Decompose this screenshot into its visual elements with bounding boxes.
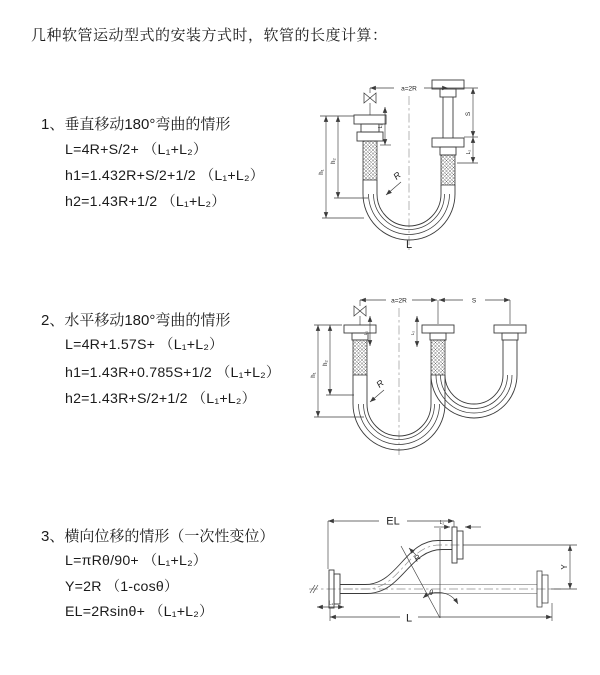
braided-hose-middle — [431, 340, 445, 375]
d2-h1-label: h₁ — [311, 372, 317, 378]
d2-dim-a2r-label: a=2R — [391, 297, 407, 305]
right-flange-stack — [432, 80, 464, 155]
valve-icon — [364, 93, 376, 103]
flanges — [344, 325, 526, 340]
d1-dim-a2r-label: a=2R — [401, 85, 417, 93]
diagram-2-horizontal-180-bend — [306, 283, 596, 463]
braided-hose-right — [441, 155, 455, 185]
d1-radius-label: R — [391, 169, 403, 182]
d1-length-label: L — [405, 239, 413, 251]
diagram-3-lateral-displacement — [303, 508, 595, 660]
section-2-heading: 2、水平移动180°弯曲的情形 — [41, 312, 231, 329]
d3-l1-label: L₁ — [328, 600, 334, 607]
section-2-formula-l: L=4R+1.57S+ （L₁+L₂） — [65, 337, 224, 353]
d3-l2-label: L₂ — [439, 520, 445, 526]
d3-radius-label: R — [412, 552, 423, 564]
section-1-formula-h1: h1=1.432R+S/2+1/2 （L₁+L₂） — [65, 168, 265, 184]
d3-l-label: L — [405, 612, 413, 625]
d1-h2-label: h₂ — [331, 158, 337, 164]
d2-s-label: S — [471, 297, 477, 305]
s-curve-hose — [340, 541, 463, 594]
diagram-1-vertical-180-bend — [310, 66, 572, 258]
d3-el-label: EL — [386, 515, 400, 528]
d2-l2-label: L₂ — [410, 330, 415, 336]
d3-theta-label: θ — [429, 590, 433, 597]
braided-hose-left — [353, 340, 367, 375]
d2-radius-label: R — [374, 377, 386, 390]
valve-icon — [354, 306, 366, 316]
d1-l2-label: L₂ — [466, 149, 472, 155]
section-1-formula-h2: h2=1.43R+1/2 （L₁+L₂） — [65, 194, 226, 210]
d1-s-label: S — [465, 111, 472, 117]
section-1-formula-l: L=4R+S/2+ （L₁+L₂） — [65, 142, 208, 158]
braided-hose-left — [363, 141, 377, 180]
section-3-heading: 3、横向位移的情形（一次性变位） — [41, 528, 275, 545]
d2-h2-label: h₂ — [323, 360, 329, 366]
d1-l1-label: L₁ — [378, 123, 384, 129]
section-2-formula-h2: h2=1.43R+S/2+1/2 （L₁+L₂） — [65, 391, 256, 407]
u-bend — [363, 194, 455, 240]
section-2-formula-h1: h1=1.43R+0.785S+1/2 （L₁+L₂） — [65, 365, 281, 381]
section-3-formula-el: EL=2Rsinθ+ （L₁+L₂） — [65, 604, 214, 620]
section-3-formula-l: L=πRθ/90+ （L₁+L₂） — [65, 553, 208, 569]
d2-l1-label: L₁ — [363, 330, 368, 336]
section-3-formula-y: Y=2R （1-cosθ） — [65, 579, 179, 595]
small-u-bend — [431, 375, 517, 418]
page-title: 几种软管运动型式的安装方式时，软管的长度计算： — [31, 27, 388, 44]
d1-h1-label: h₁ — [319, 169, 325, 175]
section-1-heading: 1、垂直移动180°弯曲的情形 — [41, 116, 231, 133]
d3-y-label: Y — [560, 564, 569, 570]
